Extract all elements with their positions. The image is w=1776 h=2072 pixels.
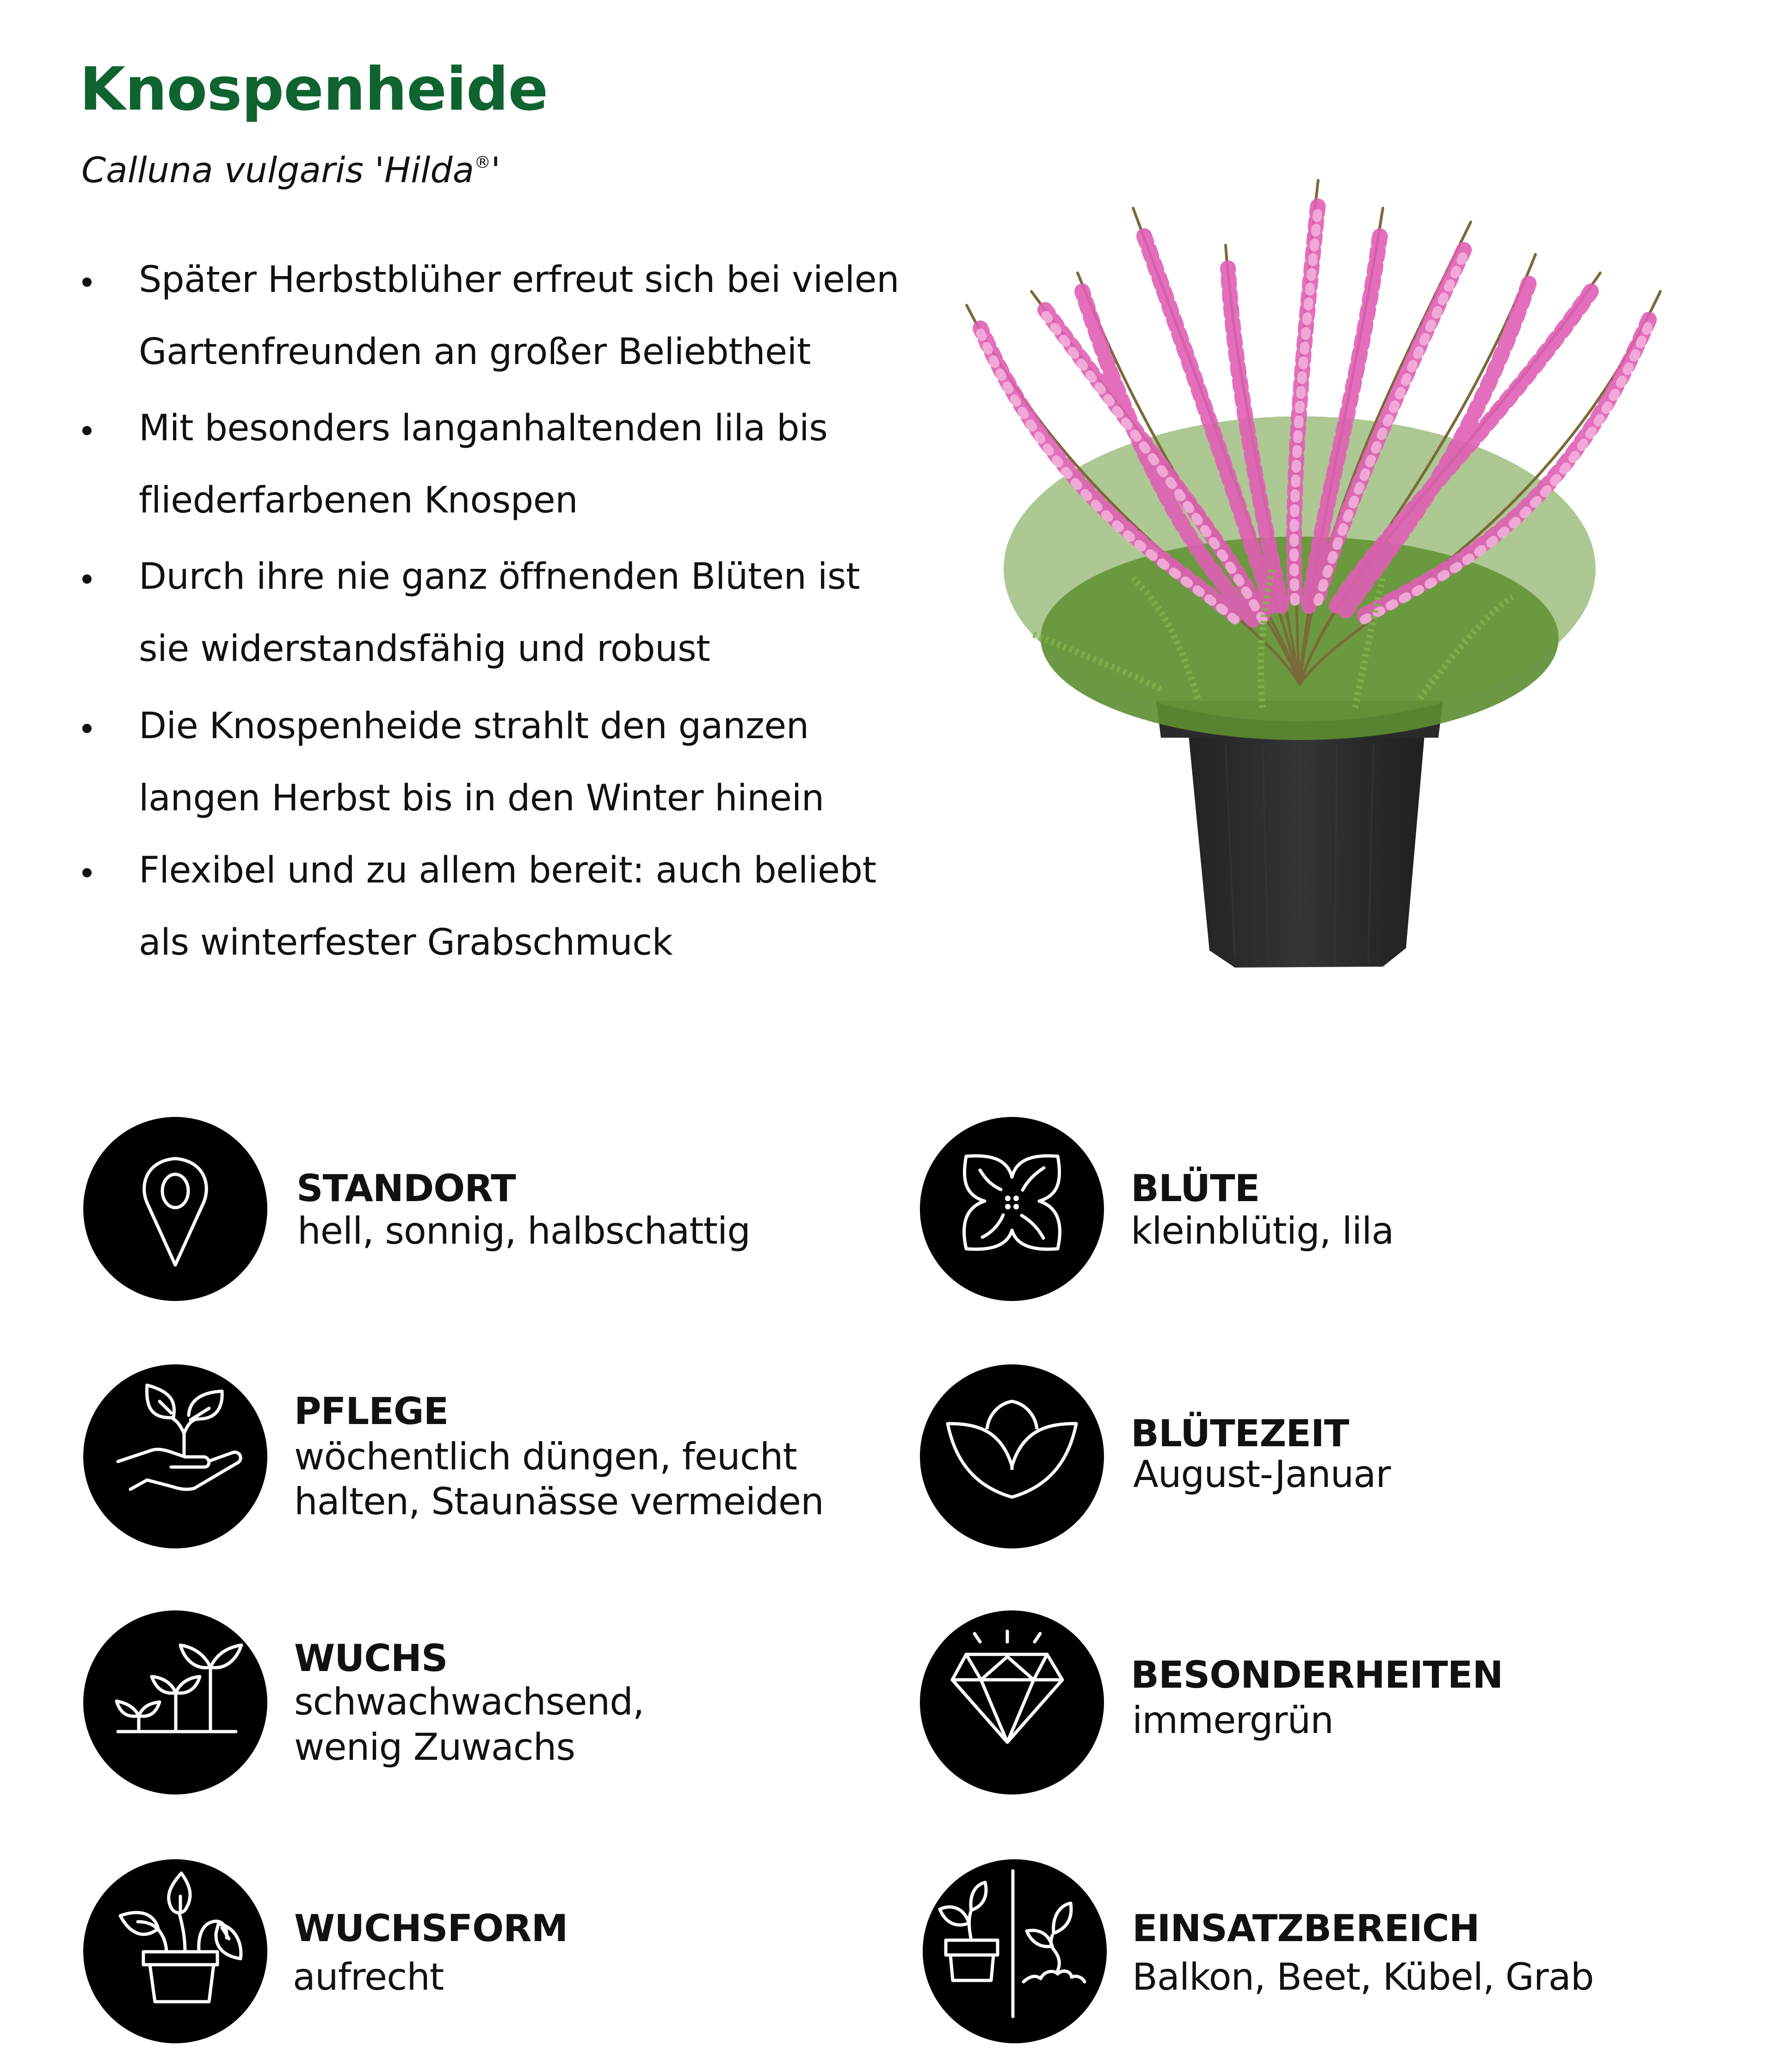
bullet-dot-icon (82, 574, 92, 584)
feature-label: BLÜTE (1131, 1167, 1260, 1210)
lotus-icon (920, 1364, 1104, 1548)
feature-value: schwachwachsend, (294, 1680, 644, 1723)
bullet-text: Später Herbstblüher erfreut sich bei vielen (139, 259, 900, 301)
bullet-text: Gartenfreunden an großer Beliebtheit (139, 331, 811, 373)
botanical-name-text: Calluna vulgaris 'Hilda (81, 149, 475, 191)
diamond-icon (920, 1610, 1104, 1794)
botanical-name (81, 149, 501, 191)
bullet-dot-icon (82, 426, 92, 435)
pot-and-ground-icon (923, 1859, 1107, 2043)
potted-plant-icon (83, 1859, 267, 2043)
heather-plant-illustration (939, 153, 1725, 971)
bullet-text: Mit besonders langanhaltenden lila bis (139, 407, 828, 449)
registered-mark: ® (474, 153, 491, 172)
botanical-name-quote: ' (491, 149, 501, 191)
feature-label: STANDORT (296, 1167, 516, 1210)
flower-icon (920, 1117, 1104, 1301)
feature-value: August-Januar (1133, 1453, 1391, 1496)
feature-label: BESONDERHEITEN (1131, 1653, 1503, 1696)
location-pin-icon (83, 1117, 267, 1301)
bullet-dot-icon (82, 278, 92, 287)
bullet-text: Die Knospenheide strahlt den ganzen (139, 705, 809, 747)
feature-value: Balkon, Beet, Kübel, Grab (1132, 1955, 1594, 1998)
feature-label: PFLEGE (294, 1390, 449, 1433)
bullet-dot-icon (82, 724, 92, 733)
feature-label: BLÜTEZEIT (1131, 1412, 1349, 1455)
bullet-text: langen Herbst bis in den Winter hinein (139, 777, 824, 819)
feature-value: aufrecht (293, 1955, 444, 1998)
bullet-dot-icon (82, 868, 92, 877)
feature-label: WUCHS (294, 1637, 448, 1680)
bullet-text: Durch ihre nie ganz öffnenden Blüten ist (139, 556, 860, 598)
feature-value: immergrün (1132, 1699, 1333, 1742)
feature-value: hell, sonnig, halbschattig (297, 1209, 750, 1252)
bullet-text: sie widerstandsfähig und robust (139, 628, 710, 670)
bullet-text: Flexibel und zu allem bereit: auch beliebt (139, 850, 876, 891)
feature-label: EINSATZBEREICH (1132, 1907, 1480, 1950)
product-title: Knospenheide (80, 55, 548, 124)
growing-sprouts-icon (83, 1610, 267, 1794)
feature-value: wöchentlich düngen, feucht (294, 1435, 797, 1478)
feature-label: WUCHSFORM (294, 1907, 568, 1950)
feature-value: kleinblütig, lila (1131, 1209, 1394, 1252)
bullet-text: als winterfester Grabschmuck (139, 922, 673, 963)
bullet-text: fliederfarbenen Knospen (139, 480, 578, 521)
feature-value: halten, Staunässe vermeiden (294, 1480, 824, 1523)
hand-sprout-icon (83, 1364, 267, 1548)
feature-value: wenig Zuwachs (294, 1726, 575, 1769)
product-image (939, 153, 1725, 971)
